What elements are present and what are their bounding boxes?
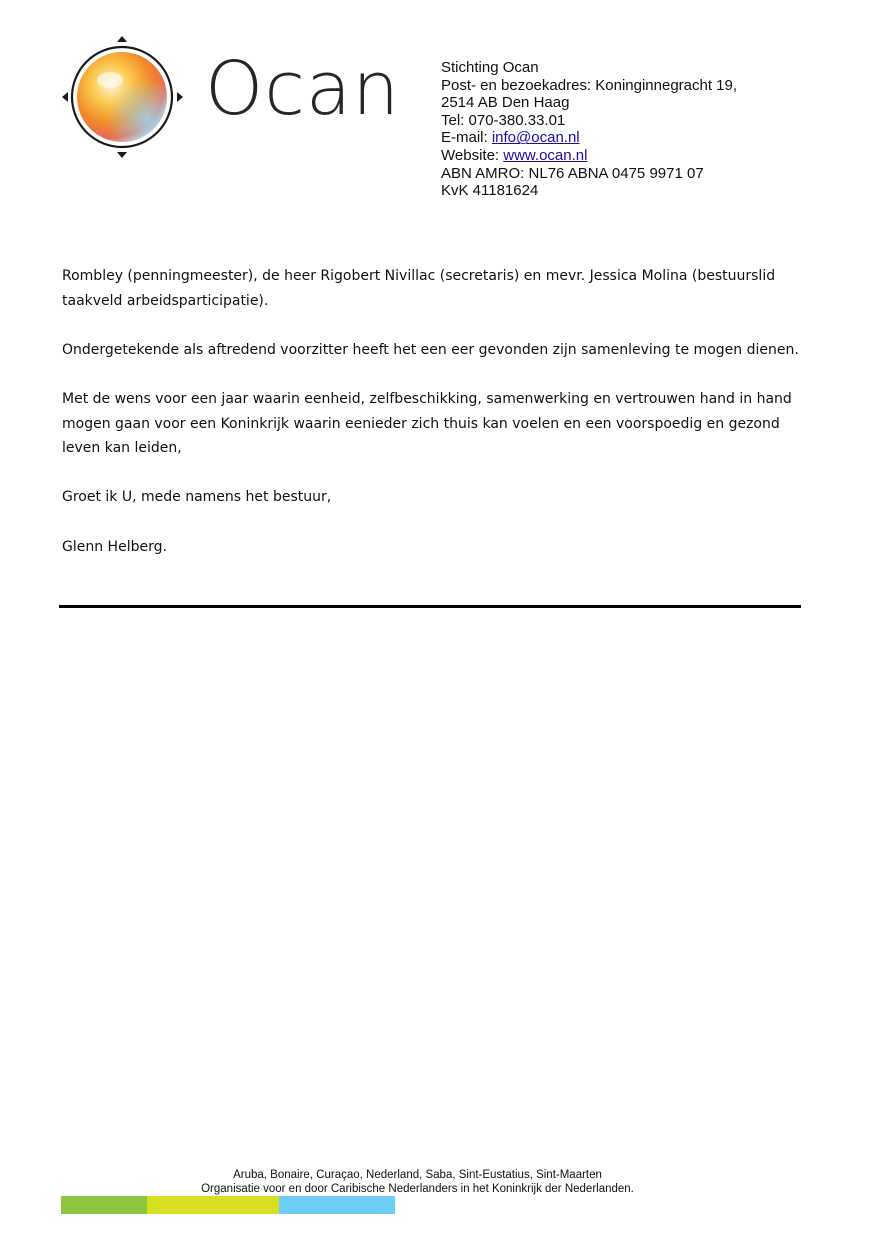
postal-line: 2514 AB Den Haag	[441, 94, 570, 112]
footer	[0, 1168, 835, 1196]
kvk-line: KvK 41181624	[441, 182, 539, 200]
letter-body	[62, 264, 807, 584]
footer-organisation-line: Organisatie voor en door Caribische Nederlanders in het Koninkrijk der Nederlanden.	[201, 1183, 634, 1195]
address-line: Post- en bezoekadres: Koninginnegracht 19,	[441, 76, 738, 94]
letter-paragraph: Met de wens voor een jaar waarin eenheid, zelfbeschikking, samenwerking en vertrouwen hand in hand mogen gaan voor een Koninkrijk waarin eenieder zich thuis kan voelen en een voorspoedig en gezond leven kan leiden,	[62, 390, 792, 457]
email-link[interactable]: info@ocan.nl	[491, 129, 580, 147]
horizontal-divider	[59, 605, 801, 608]
contact-block	[441, 59, 737, 200]
letter-signature: Glenn Helberg.	[62, 538, 167, 555]
email-line	[441, 129, 737, 147]
logo-wordmark: Ocan	[205, 46, 401, 132]
footer-islands-line: Aruba, Bonaire, Curaçao, Nederland, Saba, Sint-Eustatius, Sint-Maarten	[233, 1169, 602, 1181]
letter-closing: Groet ik U, mede namens het bestuur,	[62, 489, 332, 506]
bank-account-line: ABN AMRO: NL76 ABNA 0475 9971 07	[441, 164, 704, 182]
footer-color-bar-yellow	[147, 1196, 279, 1214]
footer-color-bar-blue	[279, 1196, 395, 1214]
website-label: Website:	[441, 146, 504, 164]
organization-name: Stichting Ocan	[441, 59, 539, 76]
letter-paragraph: Ondergetekende als aftredend voorzitter heeft het een eer gevonden zijn samenleving te mogen dienen.	[62, 341, 799, 358]
footer-color-bar-green	[61, 1196, 147, 1214]
compass-sphere-icon	[60, 34, 188, 162]
website-line	[441, 147, 737, 165]
ocan-logo	[60, 34, 401, 162]
website-link[interactable]: www.ocan.nl	[503, 146, 588, 164]
letter-paragraph: Rombley (penningmeester), de heer Rigobert Nivillac (secretaris) en mevr. Jessica Molina (bestuurslid taakveld arbeidsparticipatie).	[62, 268, 776, 309]
email-label: E-mail:	[441, 129, 492, 147]
telephone-line: Tel: 070-380.33.01	[441, 111, 566, 129]
